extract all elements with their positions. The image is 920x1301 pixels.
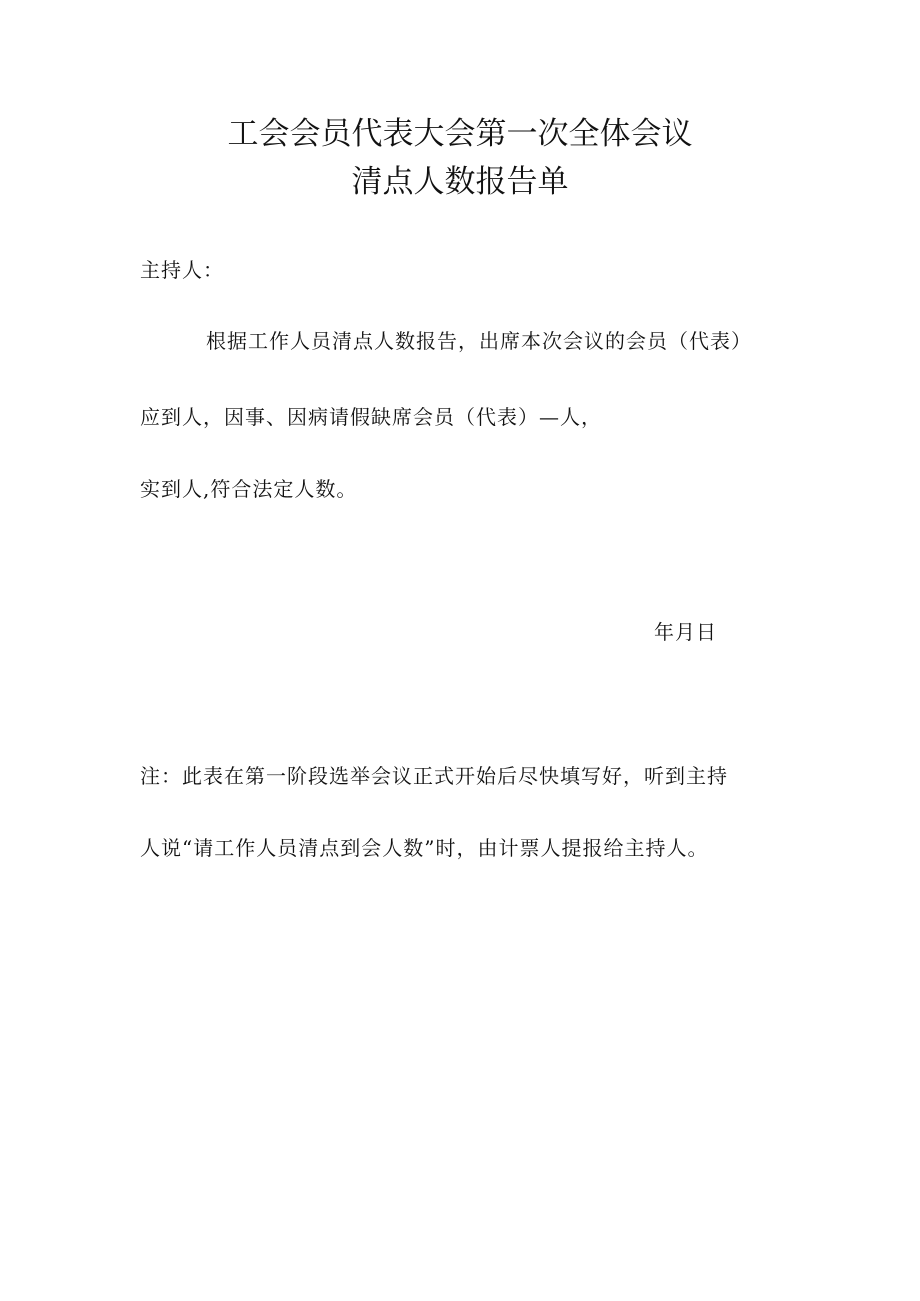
body-paragraph-line1: 根据工作人员清点人数报告，出席本次会议的会员（代表） bbox=[206, 329, 752, 353]
note-line2: 人说“请工作人员清点到会人数”时，由计票人提报给主持人。 bbox=[140, 836, 709, 860]
document-title-line1: 工会会员代表大会第一次全体会议 bbox=[227, 116, 693, 152]
document-title-line2: 清点人数报告单 bbox=[351, 164, 569, 200]
body-paragraph-line2: 应到人，因事、因病请假缺席会员（代表）—人， bbox=[140, 405, 602, 429]
body-paragraph-line3: 实到人,符合法定人数。 bbox=[140, 477, 358, 501]
host-label: 主持人： bbox=[140, 258, 224, 282]
date-line: 年月日 bbox=[654, 620, 717, 644]
note-line1: 注：此表在第一阶段选举会议正式开始后尽快填写好，听到主持 bbox=[140, 764, 728, 788]
